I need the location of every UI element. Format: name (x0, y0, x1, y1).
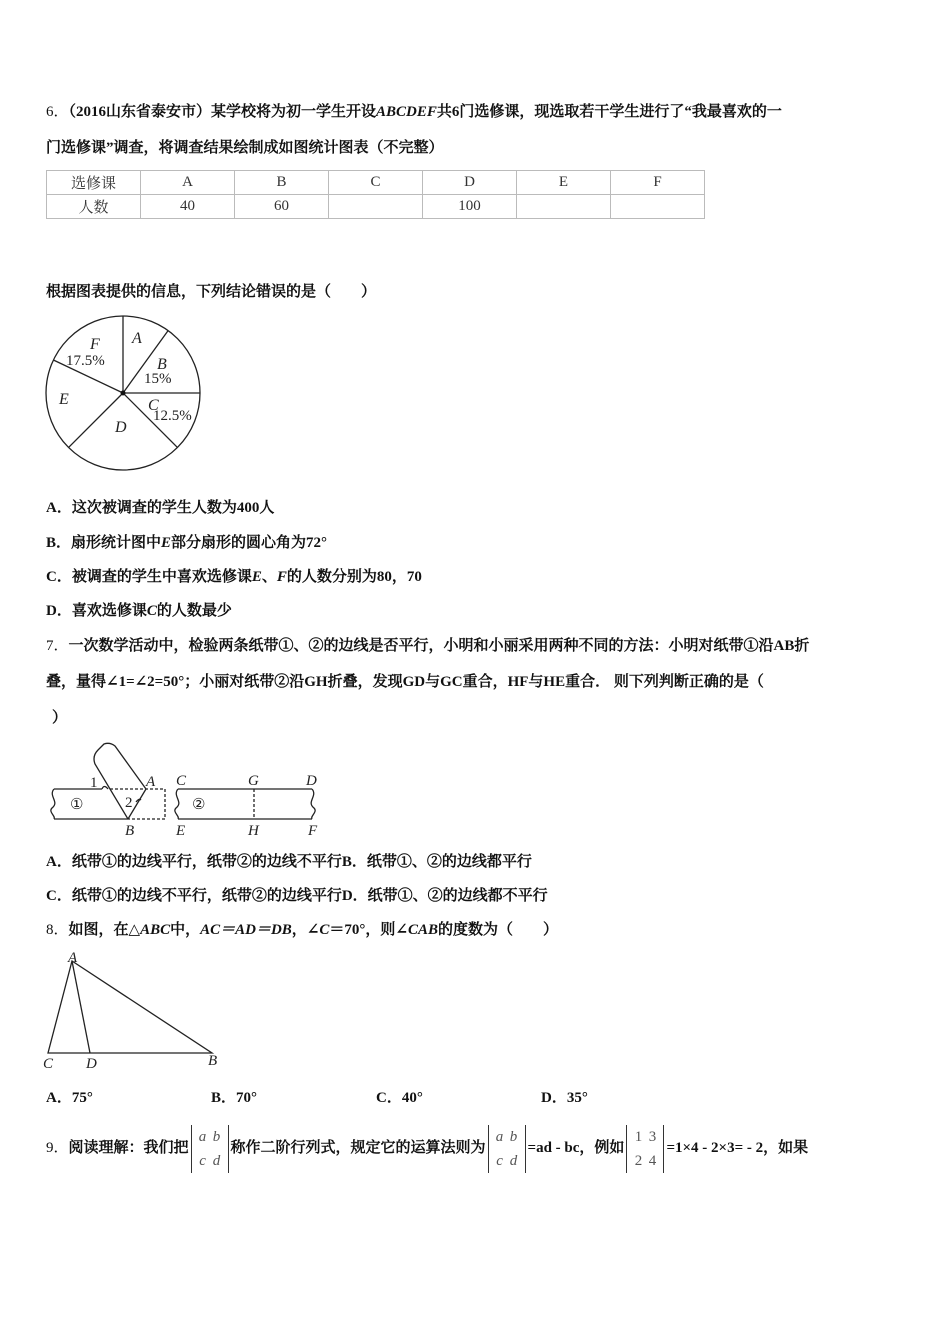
point-a: A (68, 950, 78, 966)
point-c: C (43, 1056, 54, 1072)
determinant-rule: a b c d (488, 1125, 526, 1173)
pie-chart-figure (40, 310, 210, 480)
q7-line1: 7．一次数学活动中，检验两条纸带①、②的边线是否平行，小明和小丽采用两种不同的方法：小明对纸带①沿AB折 (46, 638, 810, 654)
point-h: H (248, 823, 259, 839)
pie-pct-b: 15% (144, 371, 172, 387)
determinant-symbol: a b c d (191, 1125, 229, 1173)
q8-option-c: C．40° (376, 1090, 423, 1106)
q6-line2: 门选修课”调查，将调查结果绘制成如图统计图表（不完整） (46, 140, 444, 156)
pie-label-d: D (115, 419, 127, 436)
q8-line1: 8．如图，在△ABC中，AC＝AD＝DB，∠C＝70°，则∠CAB的度数为（ ） (46, 922, 558, 938)
pie-label-f: F (90, 336, 100, 353)
q9-line1: 9．阅读理解：我们把a b c d称作二阶行列式，规定它的运算法则为a b c d=ad - bc，例如1 3 2 4=1×4 - 2×3= - 2，如果 (46, 1124, 808, 1173)
q6-line1: 6．（2016山东省泰安市）某学校将为初一学生开设ABCDEF共6门选修课，现选取若干学生进行了“我最喜欢的一 (46, 104, 782, 120)
point-c: C (176, 773, 187, 789)
q6-option-c: C．被调查的学生中喜欢选修课E、F的人数分别为80，70 (46, 569, 422, 585)
point-e: E (176, 823, 186, 839)
strip-1-label: ① (70, 797, 84, 813)
q8-option-d: D．35° (541, 1090, 588, 1106)
triangle-figure (40, 948, 230, 1073)
paper-strip-figure (40, 740, 340, 840)
q7-options-line1: A．纸带①的边线平行，纸带②的边线不平行B．纸带①、②的边线都平行 (46, 854, 532, 870)
pie-label-c: C (148, 397, 159, 414)
pie-label-b: B (157, 356, 167, 373)
strip-2-label: ② (192, 797, 206, 813)
q6-option-b: B．扇形统计图中E部分扇形的圆心角为72° (46, 535, 328, 551)
q6-question: 根据图表提供的信息，下列结论错误的是（ ） (46, 284, 377, 300)
pie-label-a: A (132, 330, 142, 347)
q8-option-b: B．70° (211, 1090, 258, 1106)
point-g: G (248, 773, 259, 789)
point-b: B (208, 1053, 218, 1069)
q7-line3: ） (52, 710, 68, 726)
determinant-example: 1 3 2 4 (626, 1125, 664, 1173)
table-row-count: 人数 40 60 100 (47, 195, 705, 219)
point-f: F (308, 823, 318, 839)
pie-pct-c: 12.5% (153, 408, 192, 424)
point-d: D (86, 1056, 97, 1072)
course-table (46, 170, 705, 219)
q8-option-a: A．75° (46, 1090, 93, 1106)
q7-options-line2: C．纸带①的边线不平行，纸带②的边线平行D．纸带①、②的边线都不平行 (46, 888, 548, 904)
q7-line2: 叠，量得∠1=∠2=50°；小丽对纸带②沿GH折叠，发现GD与GC重合，HF与HE重合． 则下列判断正确的是（ (46, 674, 764, 690)
table-row-header: 选修课 A B C D E F (47, 171, 705, 195)
angle-1-label: 1 (90, 775, 98, 791)
angle-2-label: 2 (125, 795, 133, 811)
pie-pct-f: 17.5% (66, 353, 105, 369)
q6-option-d: D．喜欢选修课C的人数最少 (46, 603, 232, 619)
q6-option-a: A．这次被调查的学生人数为400人 (46, 500, 275, 516)
pie-label-e: E (59, 391, 69, 408)
point-d: D (306, 773, 317, 789)
point-a: A (146, 774, 156, 790)
point-b: B (125, 823, 135, 839)
